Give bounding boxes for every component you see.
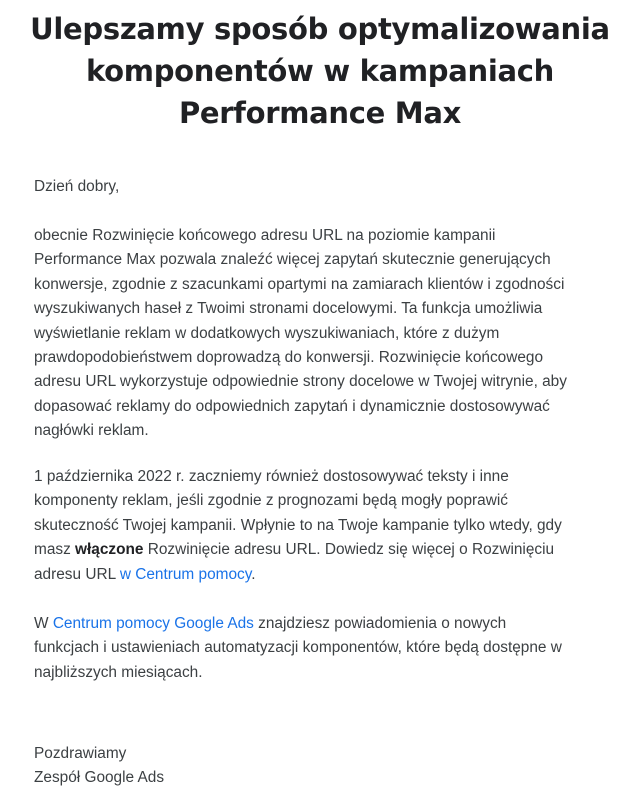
headline <box>20 8 620 134</box>
headline-line: Performance Max <box>178 96 462 130</box>
paragraph-line: skuteczność Twojej kampanii. Wpłynie to na Twoje kampanie tylko wtedy, gdy <box>34 516 562 534</box>
paragraph-line: komponenty reklam, jeśli zgodnie z prognozami będą mogły poprawić <box>34 492 508 510</box>
paragraph-notifications <box>34 612 614 685</box>
paragraph-line: nagłówki reklam. <box>34 422 149 440</box>
text-fragment: znajdziesz powiadomienia o nowych <box>253 615 507 632</box>
signoff <box>34 742 614 791</box>
paragraph-intro <box>34 224 614 444</box>
text-fragment: masz <box>34 541 76 559</box>
paragraph-line <box>34 538 614 562</box>
paragraph-line: funkcjach i ustawieniach automatyzacji komponentów, które będą dostępne w <box>34 639 562 657</box>
text-fragment: W <box>34 615 53 632</box>
google-ads-help-center-link[interactable]: Centrum pomocy Google Ads <box>52 615 254 632</box>
text-fragment: Rozwinięcie adresu URL. Dowiedz się więcej o Rozwinięciu <box>143 541 555 559</box>
greeting: Dzień dobry, <box>34 178 120 195</box>
paragraph-line <box>34 563 614 587</box>
paragraph-line: najbliższych miesiącach. <box>34 663 203 681</box>
closing-text: Pozdrawiamy <box>34 745 127 762</box>
paragraph-line: Performance Max pozwala znaleźć więcej zapytań skutecznie generujących <box>34 251 551 269</box>
team-signature: Zespół Google Ads <box>34 769 165 787</box>
headline-line: komponentów w kampaniach <box>85 54 555 88</box>
paragraph-line: wyświetlanie reklam w dodatkowych wyszukiwaniach, które z dużym <box>34 324 500 342</box>
paragraph-line: obecnie Rozwinięcie końcowego adresu URL na poziomie kampanii <box>34 227 496 244</box>
paragraph-line: dopasować reklamy do odpowiednich zapytań i dynamicznie dostosowywać <box>34 397 550 415</box>
paragraph-line: 1 października 2022 r. zaczniemy również dostosowywać teksty i inne <box>34 468 509 485</box>
paragraph-line: konwersje, zgodnie z szacunkami opartymi na zamiarach klientów i zgodności <box>34 275 565 293</box>
text-fragment: adresu URL <box>34 565 120 583</box>
paragraph-line: wyszukiwanych haseł z Twoimi stronami docelowymi. Ta funkcja umożliwia <box>34 300 543 318</box>
paragraph-announcement <box>34 465 614 587</box>
paragraph-line: prawdopodobieństwem doprowadzą do konwersji. Rozwinięcie końcowego <box>34 349 544 367</box>
headline-line: Ulepszamy sposób optymalizowania <box>30 12 610 46</box>
paragraph-line: adresu URL wykorzystuje odpowiednie strony docelowe w Twojej witrynie, aby <box>34 373 567 391</box>
enabled-emphasis: włączone <box>75 541 144 559</box>
paragraph-line <box>34 612 614 636</box>
text-fragment: . <box>251 565 256 583</box>
help-center-link[interactable]: w Centrum pomocy <box>119 565 252 583</box>
